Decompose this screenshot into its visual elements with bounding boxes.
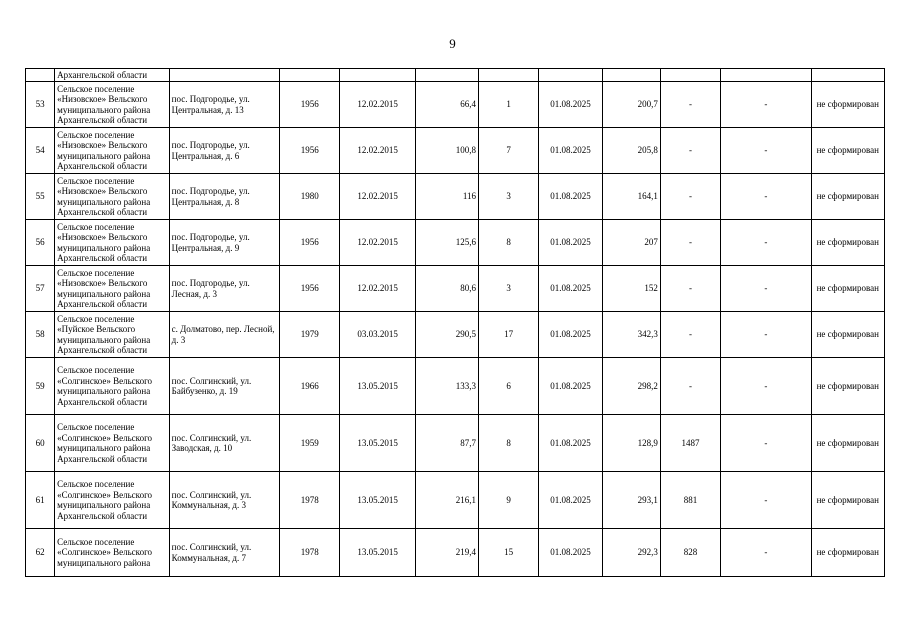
cell-address: пос. Солгинский, ул. Коммунальная, д. 7 (169, 529, 280, 577)
cell-date: 13.05.2015 (340, 472, 415, 529)
cell-num: 54 (26, 128, 55, 174)
cell-area: 66,4 (415, 82, 478, 128)
table-row (26, 174, 885, 220)
table-row (26, 472, 885, 529)
cell-area2: 164,1 (602, 174, 660, 220)
cell-name: Сельское поселение «Солгинское» Вельского муниципального района Архангельской области (55, 358, 170, 415)
cell-address: пос. Подгородье, ул. Лесная, д. 3 (169, 266, 280, 312)
cell-count: 3 (479, 174, 539, 220)
cell-count: 8 (479, 220, 539, 266)
cell-status: не сформирован (811, 128, 884, 174)
cell-area2: 292,3 (602, 529, 660, 577)
cell-status: не сформирован (811, 358, 884, 415)
cell-name: Архангельской области (55, 69, 170, 82)
cell-year: 1966 (280, 358, 340, 415)
cell-area: 125,6 (415, 220, 478, 266)
cell-date2: 01.08.2025 (539, 415, 602, 472)
cell-count: 15 (479, 529, 539, 577)
cell-date: 03.03.2015 (340, 312, 415, 358)
cell-address: пос. Подгородье, ул. Центральная, д. 9 (169, 220, 280, 266)
cell-num: 57 (26, 266, 55, 312)
cell-name: Сельское поселение «Солгинское» Вельского муниципального района (55, 529, 170, 577)
cell-num: 60 (26, 415, 55, 472)
cell-year: 1979 (280, 312, 340, 358)
cell-c11: - (721, 220, 811, 266)
cell-area: 133,3 (415, 358, 478, 415)
cell-name: Сельское поселение «Пуйское Вельского муниципального района Архангельской области (55, 312, 170, 358)
cell-status: не сформирован (811, 415, 884, 472)
cell-area2: 293,1 (602, 472, 660, 529)
cell-num: 53 (26, 82, 55, 128)
cell-c11: - (721, 174, 811, 220)
cell-c11: - (721, 266, 811, 312)
cell-address: пос. Подгородье, ул. Центральная, д. 13 (169, 82, 280, 128)
cell-address: пос. Солгинский, ул. Коммунальная, д. 3 (169, 472, 280, 529)
cell-year: 1956 (280, 128, 340, 174)
cell-date: 13.05.2015 (340, 415, 415, 472)
cell-area2: 200,7 (602, 82, 660, 128)
cell-date: 12.02.2015 (340, 82, 415, 128)
cell-c10: - (660, 82, 720, 128)
table-row (26, 82, 885, 128)
cell-num: 55 (26, 174, 55, 220)
cell-c10: - (660, 220, 720, 266)
cell-c11: - (721, 82, 811, 128)
page-number: 9 (449, 36, 456, 51)
cell-area2: 152 (602, 266, 660, 312)
cell-date: 13.05.2015 (340, 529, 415, 577)
cell-count: 7 (479, 128, 539, 174)
cell-date2: 01.08.2025 (539, 128, 602, 174)
cell-status: не сформирован (811, 472, 884, 529)
cell-c11: - (721, 358, 811, 415)
cell-status: не сформирован (811, 266, 884, 312)
cell-area: 80,6 (415, 266, 478, 312)
cell-name: Сельское поселение «Низовское» Вельского муниципального района Архангельской области (55, 82, 170, 128)
cell-address: пос. Подгородье, ул. Центральная, д. 6 (169, 128, 280, 174)
cell-area2: 342,3 (602, 312, 660, 358)
cell-year: 1980 (280, 174, 340, 220)
cell-address: пос. Солгинский, ул. Заводская, д. 10 (169, 415, 280, 472)
cell-date: 12.02.2015 (340, 128, 415, 174)
cell-c10: - (660, 174, 720, 220)
cell-date2: 01.08.2025 (539, 529, 602, 577)
cell-area: 219,4 (415, 529, 478, 577)
cell-date: 12.02.2015 (340, 174, 415, 220)
cell-c10: 1487 (660, 415, 720, 472)
cell-count: 6 (479, 358, 539, 415)
cell-c10: 881 (660, 472, 720, 529)
cell-status: не сформирован (811, 174, 884, 220)
table-row (26, 220, 885, 266)
cell-year: 1956 (280, 220, 340, 266)
cell-date2: 01.08.2025 (539, 472, 602, 529)
cell-area: 116 (415, 174, 478, 220)
cell-count: 9 (479, 472, 539, 529)
cell-date2: 01.08.2025 (539, 174, 602, 220)
cell-c10: - (660, 358, 720, 415)
cell-area2: 207 (602, 220, 660, 266)
cell-c10: 828 (660, 529, 720, 577)
cell-count: 3 (479, 266, 539, 312)
cell-c10: - (660, 128, 720, 174)
table-row (26, 266, 885, 312)
cell-year: 1978 (280, 529, 340, 577)
cell-count: 17 (479, 312, 539, 358)
cell-address: с. Долматово, пер. Лесной, д. 3 (169, 312, 280, 358)
table-row (26, 415, 885, 472)
cell-num: 62 (26, 529, 55, 577)
table-row-continued (26, 69, 885, 82)
cell-date2: 01.08.2025 (539, 358, 602, 415)
cell-date2: 01.08.2025 (539, 266, 602, 312)
cell-num: 56 (26, 220, 55, 266)
cell-date2: 01.08.2025 (539, 312, 602, 358)
cell-status: не сформирован (811, 220, 884, 266)
cell-area: 216,1 (415, 472, 478, 529)
cell-c11: - (721, 472, 811, 529)
cell-date: 13.05.2015 (340, 358, 415, 415)
cell-name: Сельское поселение «Низовское» Вельского муниципального района Архангельской области (55, 128, 170, 174)
table-row (26, 128, 885, 174)
cell-date: 12.02.2015 (340, 266, 415, 312)
cell-name: Сельское поселение «Низовское» Вельского муниципального района Архангельской области (55, 220, 170, 266)
cell-c11: - (721, 128, 811, 174)
cell-year: 1956 (280, 82, 340, 128)
cell-c11: - (721, 529, 811, 577)
cell-name: Сельское поселение «Низовское» Вельского муниципального района Архангельской области (55, 174, 170, 220)
housing-registry-table (25, 68, 885, 577)
cell-status: не сформирован (811, 82, 884, 128)
cell-address: пос. Солгинский, ул. Байбузенко, д. 19 (169, 358, 280, 415)
cell-year: 1956 (280, 266, 340, 312)
cell-status: не сформирован (811, 312, 884, 358)
cell-count: 1 (479, 82, 539, 128)
cell-date2: 01.08.2025 (539, 220, 602, 266)
cell-count: 8 (479, 415, 539, 472)
cell-num: 61 (26, 472, 55, 529)
cell-c10: - (660, 312, 720, 358)
cell-year: 1978 (280, 472, 340, 529)
cell-num (26, 69, 55, 82)
cell-date: 12.02.2015 (340, 220, 415, 266)
cell-c10: - (660, 266, 720, 312)
cell-c11: - (721, 415, 811, 472)
table-row (26, 358, 885, 415)
table-row (26, 529, 885, 577)
cell-area: 100,8 (415, 128, 478, 174)
table-row (26, 312, 885, 358)
cell-name: Сельское поселение «Солгинское» Вельского муниципального района Архангельской области (55, 415, 170, 472)
cell-address: пос. Подгородье, ул. Центральная, д. 8 (169, 174, 280, 220)
cell-area: 290,5 (415, 312, 478, 358)
cell-area2: 205,8 (602, 128, 660, 174)
cell-year: 1959 (280, 415, 340, 472)
cell-area2: 298,2 (602, 358, 660, 415)
cell-area2: 128,9 (602, 415, 660, 472)
cell-c11: - (721, 312, 811, 358)
cell-name: Сельское поселение «Низовское» Вельского муниципального района Архангельской области (55, 266, 170, 312)
cell-area: 87,7 (415, 415, 478, 472)
cell-num: 59 (26, 358, 55, 415)
cell-name: Сельское поселение «Солгинское» Вельского муниципального района Архангельской области (55, 472, 170, 529)
cell-num: 58 (26, 312, 55, 358)
cell-status: не сформирован (811, 529, 884, 577)
cell-date2: 01.08.2025 (539, 82, 602, 128)
